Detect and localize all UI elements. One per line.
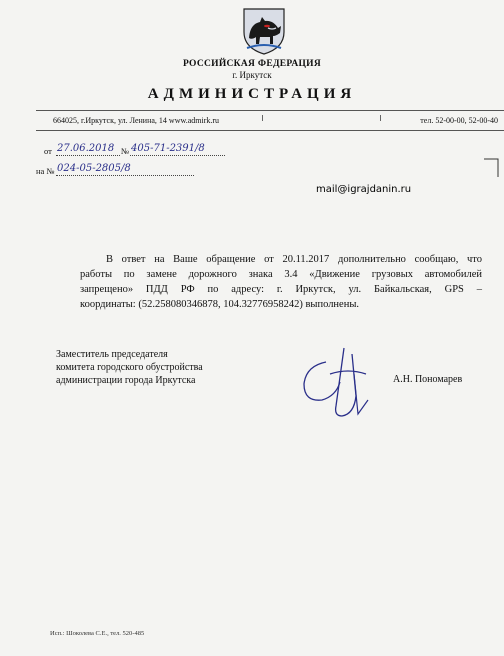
phones-divider-tick [380,115,381,121]
phones-line: тел. 52-00-00, 52-00-40 [420,116,498,125]
ref-dotted-line [56,175,194,176]
recipient-email: mail@igrajdanin.ru [316,184,412,195]
ref-prefix-label: на № [36,166,55,176]
signer-name: А.Н. Пономарев [393,374,463,385]
header-top-rule [36,110,504,111]
date-dotted-line [56,155,120,156]
body-line-4: координаты: (52.258080346878, 104.32776958242) выполнены. [80,299,360,310]
handwritten-signature [296,344,374,422]
signer-position-line-1: Заместитель председателя [56,349,168,360]
address-divider-tick [262,115,263,121]
body-line-3: запрещено» ПДД РФ по адресу: г. Иркутск, ул. Байкальская, GPS – [80,284,482,295]
irkutsk-coat-of-arms-emblem [240,6,288,56]
org-city-label: г. Иркутск [232,70,272,80]
header-bottom-rule [36,130,504,131]
org-federation-label: РОССИЙСКАЯ ФЕДЕРАЦИЯ [182,59,322,69]
signer-position-line-2: комитета городского обустройства [56,362,203,373]
body-line-2: работы по замене дорожного знака 3.4 «Движение грузовых автомобилей [80,269,482,280]
number-prefix-label: № [121,146,130,156]
body-line-1: В ответ на Ваше обращение от 20.11.2017 дополнительно сообщаю, что [106,254,482,265]
number-value: 405-71-2391/8 [131,143,205,154]
date-prefix-label: от [44,146,52,156]
number-dotted-line [130,155,225,156]
ref-value: 024-05-2805/8 [57,163,131,174]
corner-bracket-mark [483,158,499,178]
executor-footer: Исп.: Шоколева С.Е., тел. 520-485 [50,630,145,637]
date-value: 27.06.2018 [57,143,115,154]
signer-position-line-3: администрации города Иркутска [56,375,196,386]
letter-body [80,252,482,312]
address-line: 664025, г.Иркутск, ул. Ленина, 14 www.admirk.ru [53,116,220,125]
administration-title: АДМИНИСТРАЦИЯ [147,86,357,102]
